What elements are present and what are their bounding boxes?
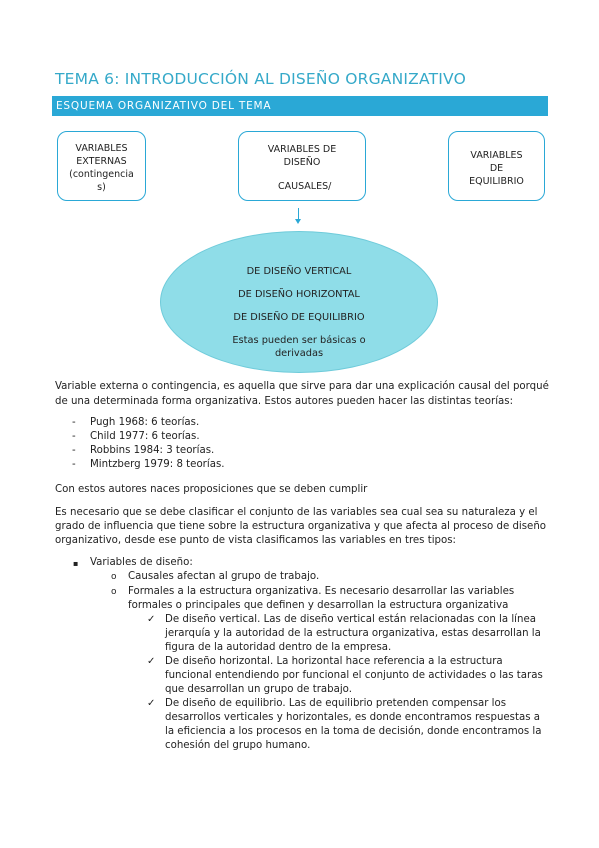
box-line: DISEÑO xyxy=(283,157,321,168)
list-item: Causales afectan al grupo de trabajo. xyxy=(128,571,320,582)
classify-paragraph-line: organizativo, desde ese punto de vista clasificamos las variables en tres tipos: xyxy=(55,535,456,546)
ellipse-line: DE DISEÑO HORIZONTAL xyxy=(238,289,360,300)
box-line: EXTERNAS xyxy=(76,156,127,167)
ellipse-line: derivadas xyxy=(274,348,324,359)
dash-bullet-icon: - xyxy=(72,431,76,442)
list-item: Pugh 1968: 6 teorías. xyxy=(90,417,200,428)
ellipse-line: Estas pueden ser básicas o xyxy=(232,335,366,346)
box-line: s) xyxy=(97,182,106,193)
list-item: Variables de diseño: xyxy=(90,557,193,568)
list-item-continuation: formales o principales que definen y desarrollan la estructura organizativa xyxy=(128,600,509,611)
list-item: De diseño vertical. Las de diseño vertical están relacionadas con la línea xyxy=(165,614,536,625)
propositions-paragraph: Con estos autores naces proposiciones que se deben cumplir xyxy=(55,484,368,495)
list-item-continuation: que desarrollan un grupo de trabajo. xyxy=(165,684,352,695)
box-line: VARIABLES xyxy=(470,150,523,161)
list-item: Child 1977: 6 teorías. xyxy=(90,431,200,442)
design-types-ellipse xyxy=(160,231,438,373)
list-item-continuation: jerarquía y la autoridad de la estructura organizativa, estas desarrollan la xyxy=(165,628,541,639)
circle-bullet-icon: o xyxy=(111,587,117,597)
intro-paragraph-line: de una determinada forma organizativa. Estos autores pueden hacer las distintas teorías: xyxy=(55,396,514,407)
external-variables-box xyxy=(57,131,146,201)
arrow-down-icon xyxy=(295,219,301,224)
box-line: CAUSALES/ xyxy=(278,181,332,192)
checkmark-icon: ✓ xyxy=(147,656,156,667)
ellipse-line: DE DISEÑO VERTICAL xyxy=(246,266,352,277)
ellipse-line: DE DISEÑO DE EQUILIBRIO xyxy=(233,312,365,323)
section-header: ESQUEMA ORGANIZATIVO DEL TEMA xyxy=(52,96,548,116)
list-item-continuation: desarrollos verticales y horizontales, es donde encontramos respuestas a xyxy=(165,712,541,723)
dash-bullet-icon: - xyxy=(72,459,76,470)
design-variables-box xyxy=(238,131,366,201)
page-title: TEMA 6: INTRODUCCIÓN AL DISEÑO ORGANIZATIVO xyxy=(55,70,466,88)
dash-bullet-icon: - xyxy=(72,445,76,456)
list-item-continuation: cohesión del grupo humano. xyxy=(165,740,311,751)
box-line: VARIABLES xyxy=(75,143,128,154)
classify-paragraph-line: Es necesario que se debe clasificar el conjunto de las variables sea cual sea su naturaleza y el xyxy=(55,507,538,518)
list-item: Robbins 1984: 3 teorías. xyxy=(90,445,215,456)
list-item: De diseño horizontal. La horizontal hace referencia a la estructura xyxy=(165,656,503,667)
dash-bullet-icon: - xyxy=(72,417,76,428)
list-item: Mintzberg 1979: 8 teorías. xyxy=(90,459,225,470)
equilibrium-variables-box xyxy=(448,131,545,201)
list-item-continuation: funcional entendiendo por funcional el conjunto de actividades o las taras xyxy=(165,670,543,681)
list-item-continuation: figura de la autoridad dentro de la empresa. xyxy=(165,642,392,653)
classify-paragraph-line: grado de influencia que tiene sobre la estructura organizativa y que afecta al proceso de diseño xyxy=(55,521,547,532)
box-line: EQUILIBRIO xyxy=(469,176,524,187)
box-line: DE xyxy=(489,163,504,174)
box-line: (contingencia xyxy=(69,169,134,180)
circle-bullet-icon: o xyxy=(111,572,117,582)
checkmark-icon: ✓ xyxy=(147,614,156,625)
square-bullet-icon: ▪ xyxy=(73,559,79,568)
list-item: Formales a la estructura organizativa. Es necesario desarrollar las variables xyxy=(128,586,515,597)
list-item: De diseño de equilibrio. Las de equilibrio pretenden compensar los xyxy=(165,698,507,709)
box-line: VARIABLES DE xyxy=(267,144,337,155)
checkmark-icon: ✓ xyxy=(147,698,156,709)
list-item-continuation: la eficiencia a los procesos en la toma de decisión, donde encontramos la xyxy=(165,726,542,737)
intro-paragraph-line: Variable externa o contingencia, es aquella que sirve para dar una explicación causal del porqué xyxy=(55,381,549,392)
